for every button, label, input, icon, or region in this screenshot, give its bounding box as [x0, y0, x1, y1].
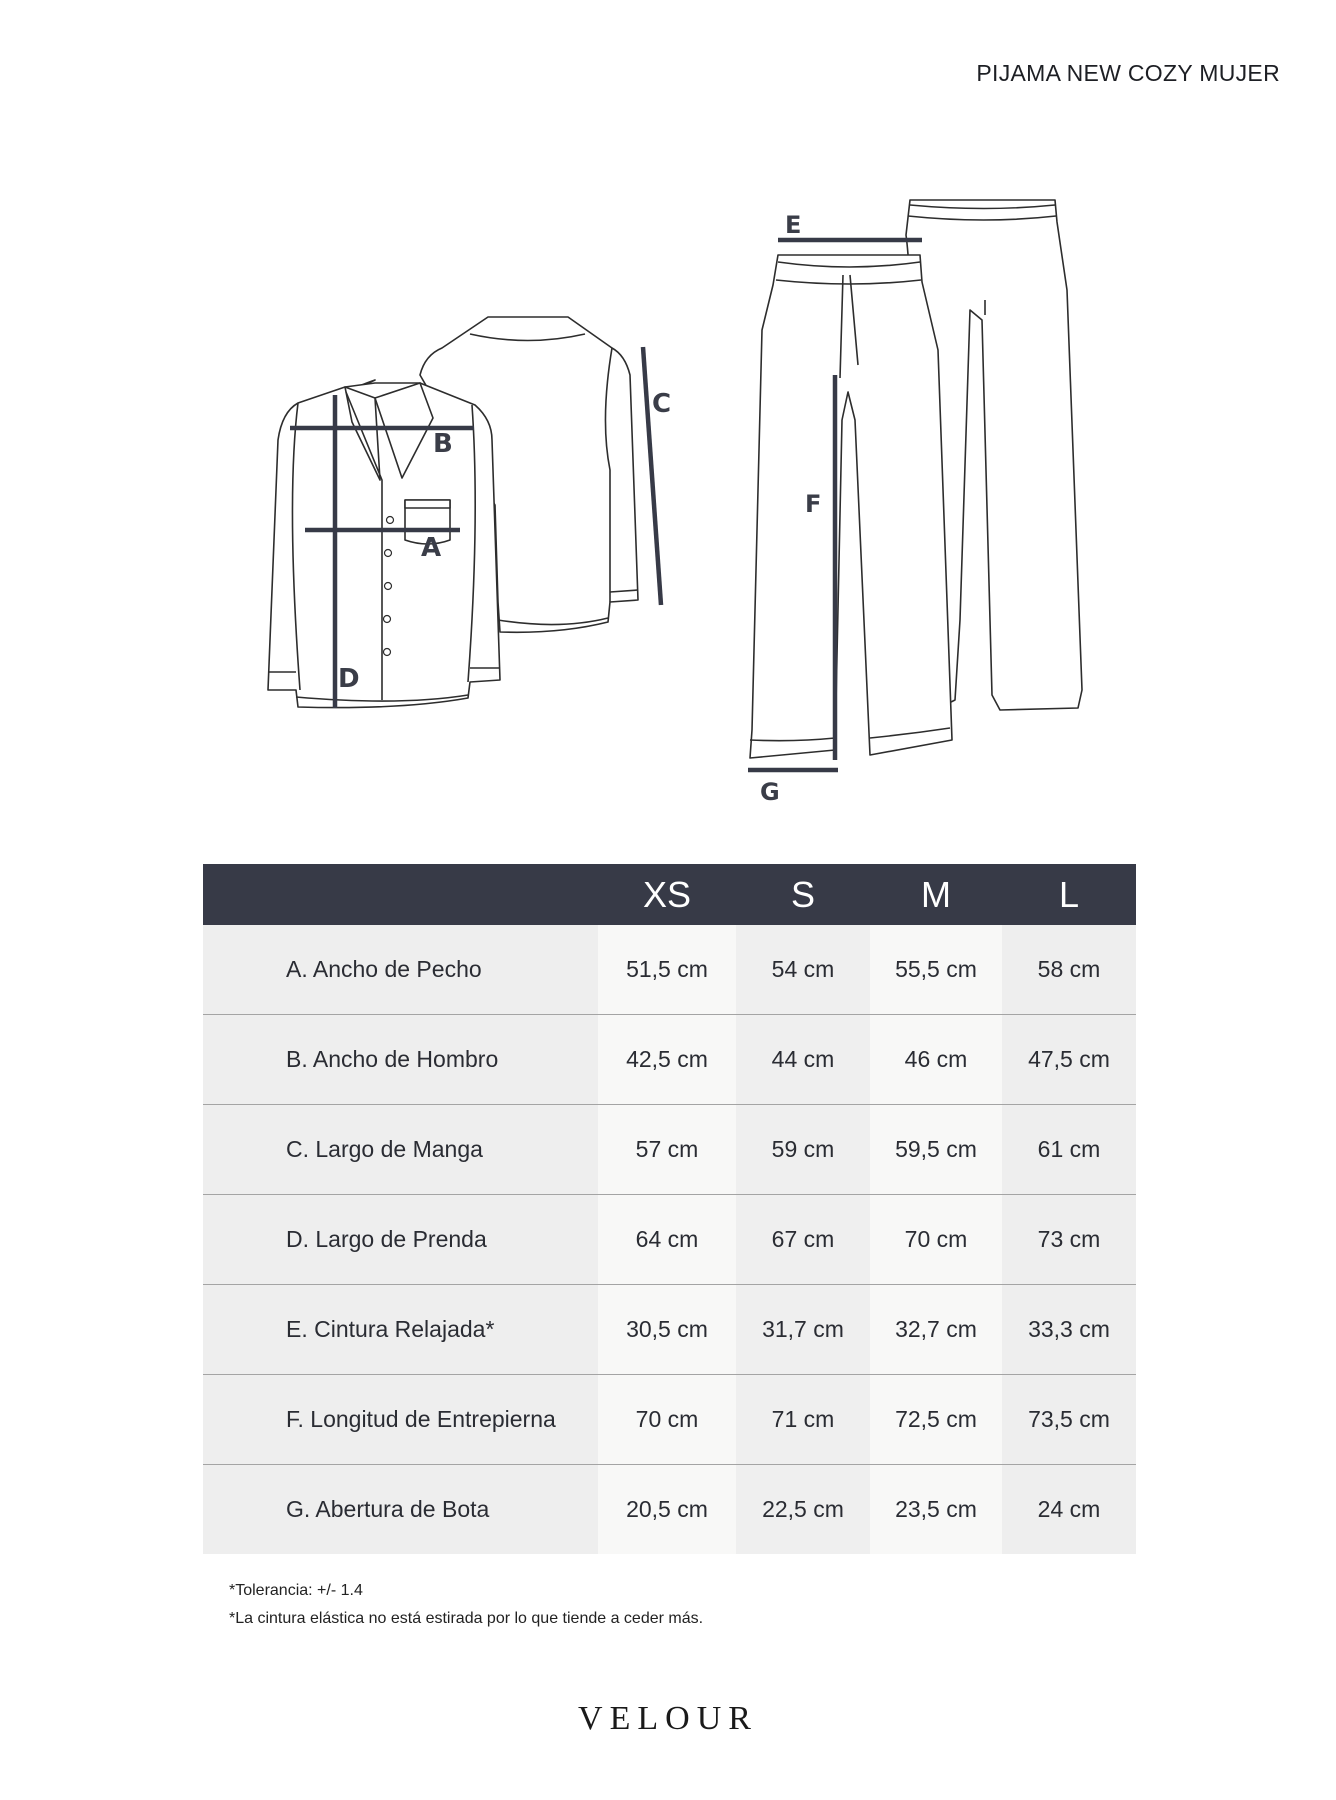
garment-illustrations	[0, 0, 1336, 820]
cell-l: 58 cm	[1002, 925, 1136, 1015]
label-d: D	[338, 664, 360, 694]
pants-front-drawing	[750, 255, 952, 758]
row-label: B. Ancho de Hombro	[203, 1015, 598, 1105]
table-row	[203, 925, 1136, 1015]
cell-s: 44 cm	[736, 1015, 870, 1105]
cell-m: 72,5 cm	[870, 1375, 1002, 1465]
header-size-s: S	[736, 864, 870, 925]
cell-m: 70 cm	[870, 1195, 1002, 1285]
cell-l: 61 cm	[1002, 1105, 1136, 1195]
row-label: F. Longitud de Entrepierna	[203, 1375, 598, 1465]
cell-m: 23,5 cm	[870, 1465, 1002, 1555]
cell-m: 32,7 cm	[870, 1285, 1002, 1375]
cell-xs: 70 cm	[598, 1375, 736, 1465]
cell-xs: 64 cm	[598, 1195, 736, 1285]
size-table	[203, 864, 1136, 1554]
cell-l: 47,5 cm	[1002, 1015, 1136, 1105]
cell-m: 46 cm	[870, 1015, 1002, 1105]
cell-m: 55,5 cm	[870, 925, 1002, 1015]
footnotes	[229, 1577, 703, 1633]
cell-s: 59 cm	[736, 1105, 870, 1195]
row-label: G. Abertura de Bota	[203, 1465, 598, 1555]
table-row	[203, 1465, 1136, 1555]
cell-xs: 42,5 cm	[598, 1015, 736, 1105]
waist-note: *La cintura elástica no está estirada por lo que tiende a ceder más.	[229, 1610, 704, 1627]
header-blank	[203, 864, 598, 925]
line-c	[643, 347, 661, 605]
document-title: PIJAMA NEW COZY MUJER	[976, 60, 1280, 86]
cell-l: 73 cm	[1002, 1195, 1136, 1285]
header-size-l: L	[1002, 864, 1136, 925]
row-label: C. Largo de Manga	[203, 1105, 598, 1195]
cell-s: 67 cm	[736, 1195, 870, 1285]
cell-s: 22,5 cm	[736, 1465, 870, 1555]
cell-s: 54 cm	[736, 925, 870, 1015]
cell-xs: 51,5 cm	[598, 925, 736, 1015]
label-f: F	[805, 490, 822, 518]
label-b: B	[433, 429, 453, 459]
brand-logo: VELOUR	[578, 1700, 758, 1737]
cell-l: 73,5 cm	[1002, 1375, 1136, 1465]
label-c: C	[652, 389, 672, 419]
cell-xs: 57 cm	[598, 1105, 736, 1195]
cell-xs: 20,5 cm	[598, 1465, 736, 1555]
row-label: A. Ancho de Pecho	[203, 925, 598, 1015]
table-row	[203, 1285, 1136, 1375]
table-row	[203, 1015, 1136, 1105]
cell-l: 24 cm	[1002, 1465, 1136, 1555]
cell-s: 71 cm	[736, 1375, 870, 1465]
label-a: A	[421, 533, 442, 563]
cell-s: 31,7 cm	[736, 1285, 870, 1375]
table-row	[203, 1375, 1136, 1465]
measurement-diagram	[0, 0, 1336, 820]
label-g: G	[760, 778, 780, 806]
cell-xs: 30,5 cm	[598, 1285, 736, 1375]
cell-l: 33,3 cm	[1002, 1285, 1136, 1375]
row-label: D. Largo de Prenda	[203, 1195, 598, 1285]
table-row	[203, 1195, 1136, 1285]
table-header-row	[203, 864, 1136, 925]
size-chart	[203, 864, 1136, 1554]
label-e: E	[785, 211, 802, 239]
header-size-m: M	[870, 864, 1002, 925]
row-label: E. Cintura Relajada*	[203, 1285, 598, 1375]
cell-m: 59,5 cm	[870, 1105, 1002, 1195]
table-row	[203, 1105, 1136, 1195]
tolerance-note: *Tolerancia: +/- 1.4	[229, 1582, 363, 1599]
header-size-xs: XS	[598, 864, 736, 925]
